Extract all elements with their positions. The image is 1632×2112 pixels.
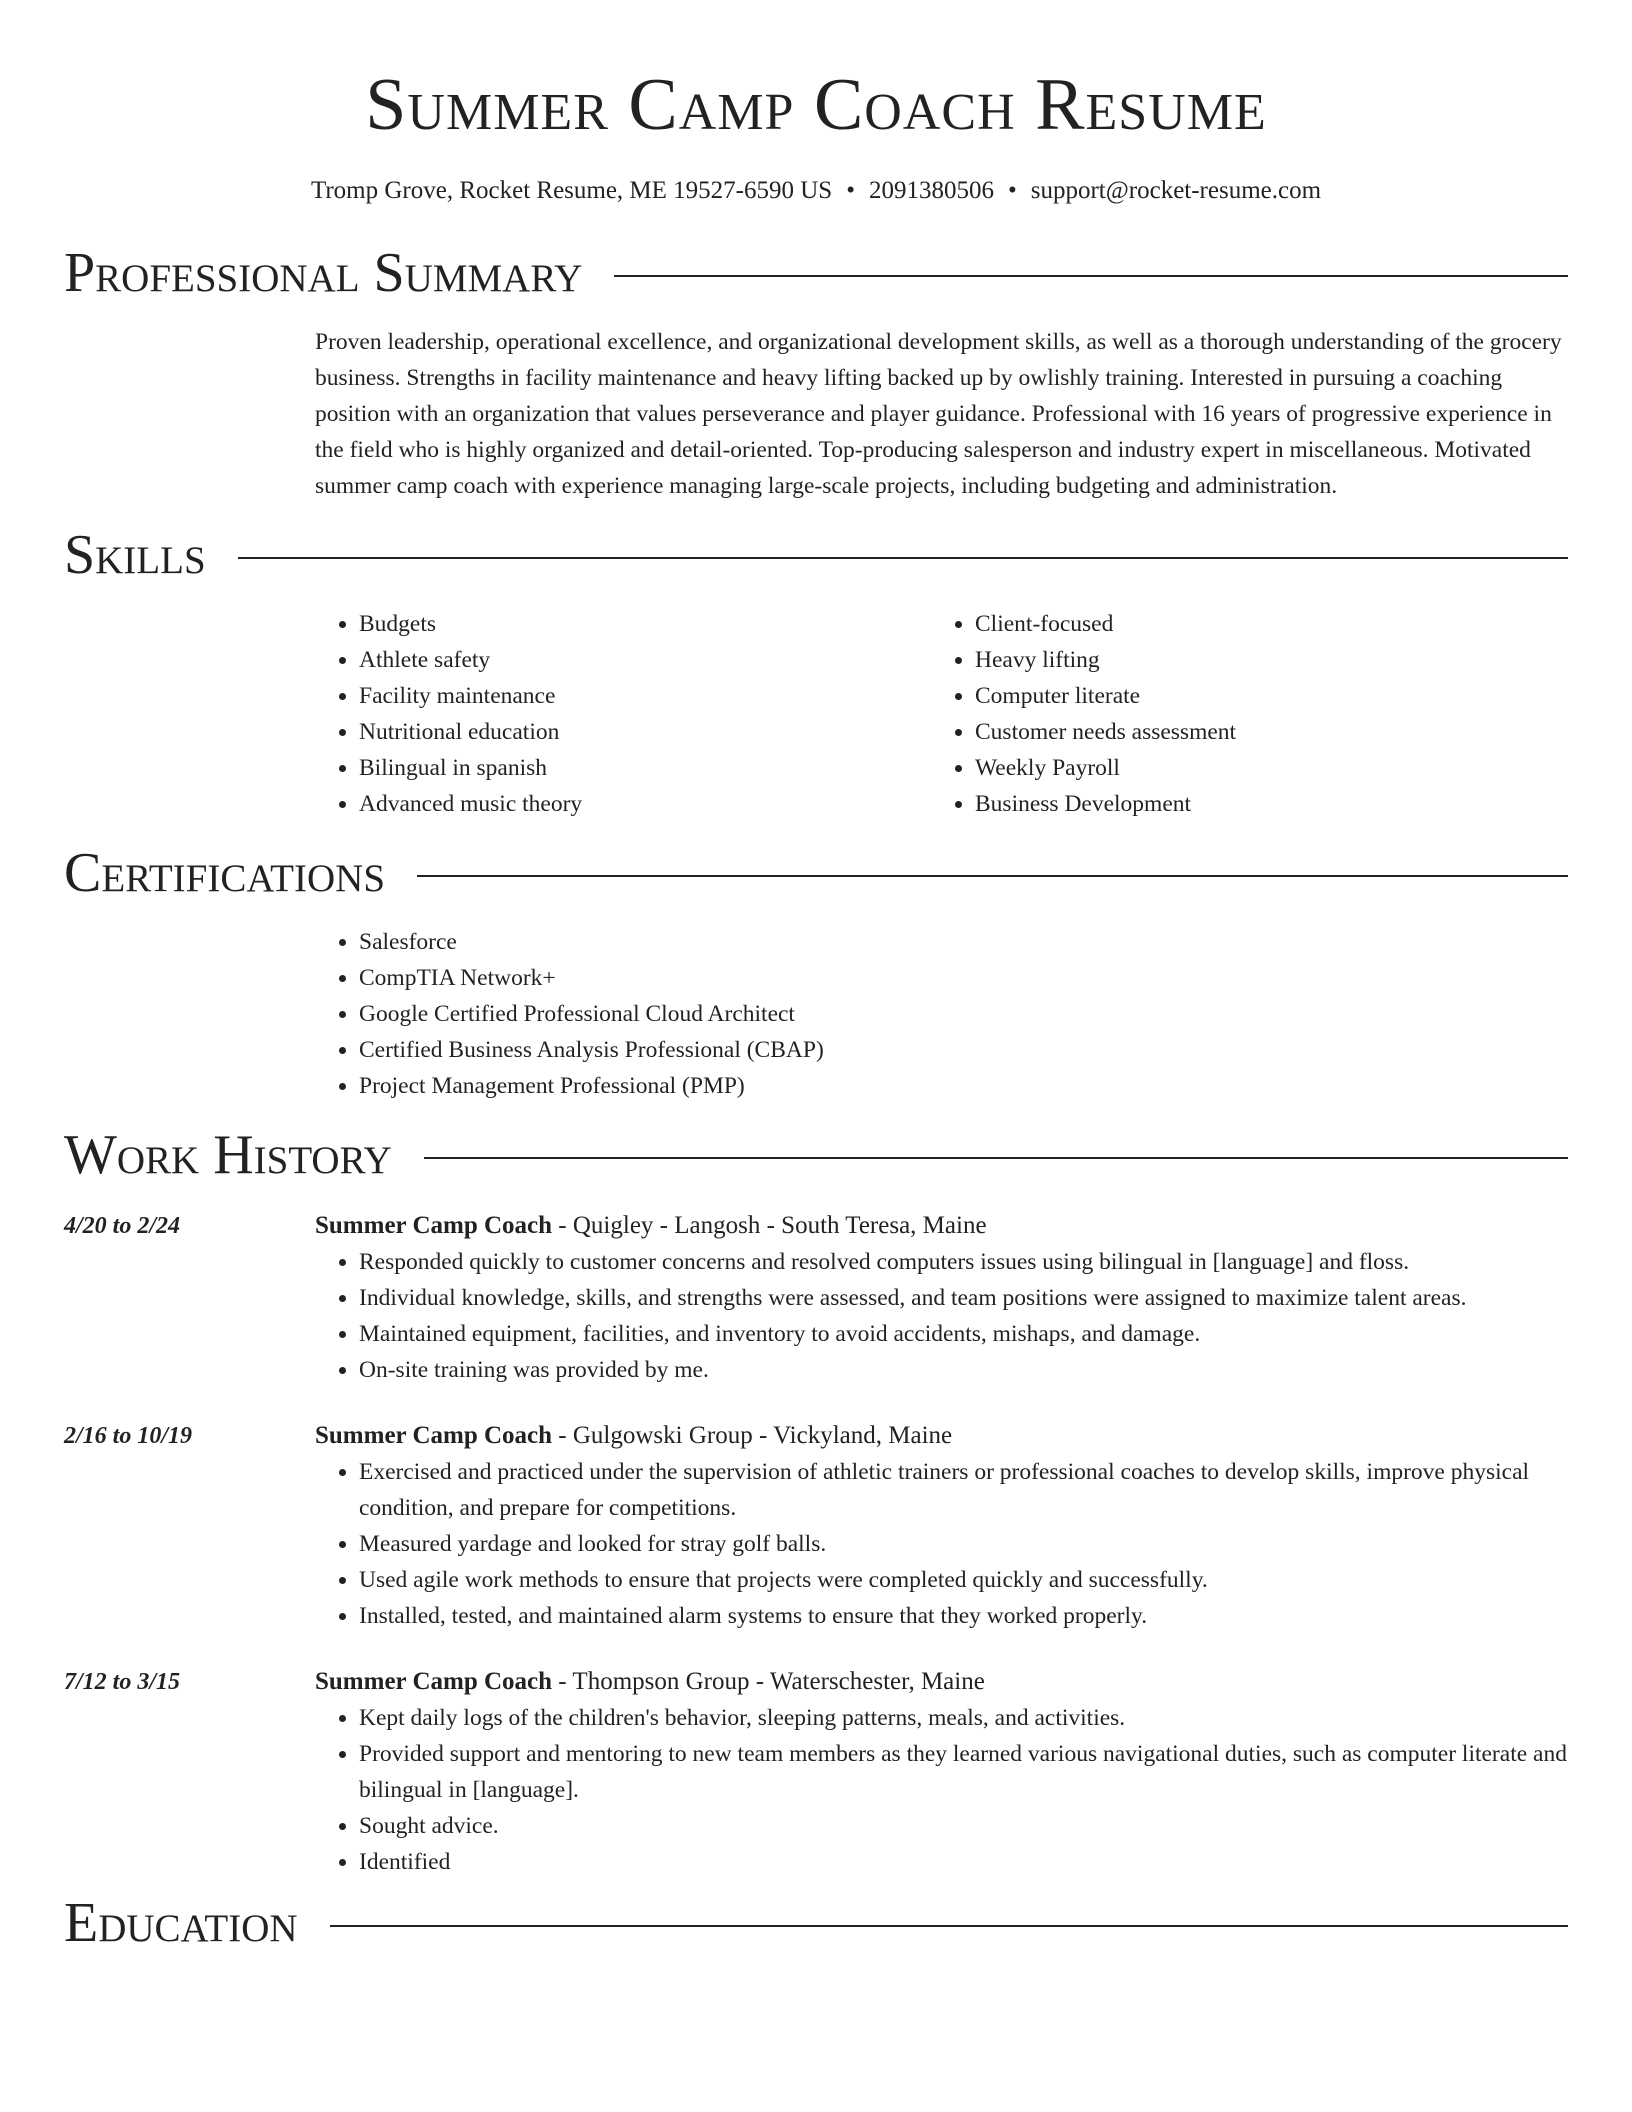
- resume-title: Summer Camp Coach Resume: [365, 64, 1267, 146]
- skills-section-header: [64, 520, 1568, 590]
- job-dates: 2/16 to 10/19: [64, 1423, 193, 1449]
- summary-heading: Professional Summary: [64, 242, 583, 304]
- certification-item: • Certified Business Analysis Professional (CBAP): [359, 1032, 1568, 1068]
- section-divider: [417, 875, 1568, 877]
- certification-item: • Project Management Professional (PMP): [359, 1068, 1568, 1104]
- job-duty-item: • Individual knowledge, skills, and strengths were assessed, and team positions were assigned to maximize talent areas.: [359, 1280, 1568, 1316]
- skill-item: • Customer needs assessment: [975, 714, 1547, 750]
- summary-section-header: [64, 238, 1568, 308]
- skills-list-left: [315, 606, 931, 822]
- skills-list-right: [931, 606, 1547, 822]
- skill-item: • Client-focused: [975, 606, 1547, 642]
- job-title-line: [315, 1208, 1568, 1244]
- job-duty-item: • Maintained equipment, facilities, and inventory to avoid accidents, mishaps, and damage.: [359, 1316, 1568, 1352]
- job-employer-location: - Quigley - Langosh - South Teresa, Maine: [552, 1212, 987, 1239]
- job-entry: [64, 1418, 1568, 1634]
- skills-column-right: [931, 606, 1547, 822]
- summary-text: Proven leadership, operational excellence, and organizational development skills, as well as a thorough understanding of the grocery business. Strengths in facility maintenance and heavy lifting backed up by owlishly training. Interested in pursuing a coaching position with an organization that values perseverance and player guidance. Professional with 16 years of progressive experience in the field who is highly organized and detail-oriented. Top-producing salesperson and industry expert in miscellaneous. Motivated summer camp coach with experience managing large-scale projects, including budgeting and administration.: [315, 329, 1562, 499]
- skill-item: • Budgets: [359, 606, 931, 642]
- skill-item: • Bilingual in spanish: [359, 750, 931, 786]
- contact-line: [64, 174, 1568, 208]
- work-history-heading: Work History: [64, 1124, 392, 1186]
- resume-page: [64, 0, 1568, 2112]
- certifications-list: [315, 924, 1568, 1104]
- section-divider: [424, 1157, 1568, 1159]
- job-employer-location: - Gulgowski Group - Vickyland, Maine: [552, 1422, 953, 1449]
- job-role: Summer Camp Coach: [315, 1212, 553, 1239]
- job-duty-item: • On-site training was provided by me.: [359, 1352, 1568, 1388]
- job-entry: [64, 1208, 1568, 1388]
- job-duties-list: [315, 1700, 1568, 1880]
- certification-item: • Google Certified Professional Cloud Architect: [359, 996, 1568, 1032]
- skill-item: • Nutritional education: [359, 714, 931, 750]
- contact-phone: 2091380506: [868, 177, 994, 204]
- contact-email: support@rocket-resume.com: [1030, 177, 1322, 204]
- work-history-section-header: [64, 1120, 1568, 1190]
- certifications-section-header: [64, 838, 1568, 908]
- skill-item: • Heavy lifting: [975, 642, 1547, 678]
- job-duty-item: • Measured yardage and looked for stray golf balls.: [359, 1526, 1568, 1562]
- skill-item: • Business Development: [975, 786, 1547, 822]
- skill-item: • Athlete safety: [359, 642, 931, 678]
- job-dates: 7/12 to 3/15: [64, 1669, 181, 1695]
- job-duty-item: • Identified: [359, 1844, 1568, 1880]
- job-body: [315, 1208, 1568, 1388]
- job-role: Summer Camp Coach: [315, 1422, 553, 1449]
- skills-column-left: [315, 606, 931, 822]
- skills-grid: [315, 606, 1568, 822]
- section-divider: [330, 1925, 1568, 1927]
- education-section-header: [64, 1888, 1568, 1958]
- skill-item: • Advanced music theory: [359, 786, 931, 822]
- skill-item: • Weekly Payroll: [975, 750, 1547, 786]
- job-duties-list: [315, 1244, 1568, 1388]
- section-divider: [614, 275, 1568, 277]
- skills-heading: Skills: [64, 524, 206, 586]
- skill-item: • Facility maintenance: [359, 678, 931, 714]
- certifications-heading: Certifications: [64, 842, 386, 904]
- job-body: [315, 1418, 1568, 1634]
- contact-separator: •: [1007, 177, 1017, 204]
- job-duty-item: • Provided support and mentoring to new team members as they learned various navigational duties, such as computer literate and bilingual in [language].: [359, 1736, 1568, 1808]
- certification-item: • CompTIA Network+: [359, 960, 1568, 996]
- education-heading: Education: [64, 1892, 298, 1954]
- job-duty-item: • Sought advice.: [359, 1808, 1568, 1844]
- job-title-line: [315, 1664, 1568, 1700]
- contact-separator: •: [846, 177, 855, 204]
- certification-item: • Salesforce: [359, 924, 1568, 960]
- skill-item: • Computer literate: [975, 678, 1547, 714]
- job-duties-list: [315, 1454, 1568, 1634]
- job-duty-item: • Installed, tested, and maintained alarm systems to ensure that they worked properly.: [359, 1598, 1568, 1634]
- job-employer-location: - Thompson Group - Waterschester, Maine: [552, 1668, 985, 1695]
- job-duty-item: • Used agile work methods to ensure that projects were completed quickly and successfully.: [359, 1562, 1568, 1598]
- job-role: Summer Camp Coach: [315, 1668, 553, 1695]
- job-body: [315, 1664, 1568, 1880]
- contact-address: Tromp Grove, Rocket Resume, ME 19527-6590 US: [310, 177, 833, 204]
- job-duty-item: • Responded quickly to customer concerns and resolved computers issues using bilingual in [language] and floss.: [359, 1244, 1568, 1280]
- section-divider: [238, 557, 1568, 559]
- job-duty-item: • Exercised and practiced under the supervision of athletic trainers or professional coaches to develop skills, improve physical condition, and prepare for competitions.: [359, 1454, 1568, 1526]
- job-entry: [64, 1664, 1568, 1880]
- job-title-line: [315, 1418, 1568, 1454]
- job-dates: 4/20 to 2/24: [64, 1213, 181, 1239]
- job-duty-item: • Kept daily logs of the children's behavior, sleeping patterns, meals, and activities.: [359, 1700, 1568, 1736]
- certifications-block: [315, 924, 1568, 1104]
